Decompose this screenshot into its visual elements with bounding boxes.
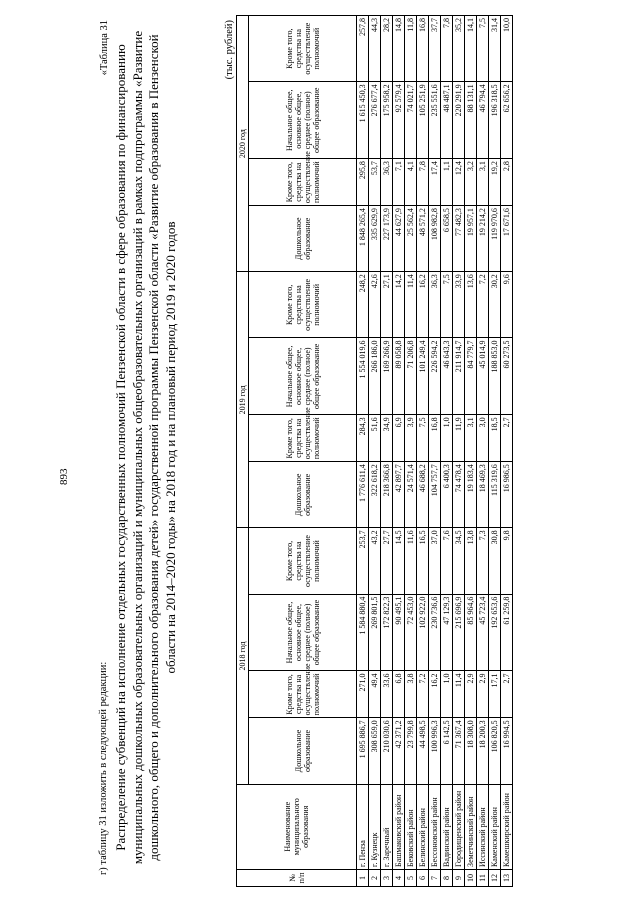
- value-cell: 89 058,8: [393, 338, 405, 415]
- table-body: [357, 16, 513, 887]
- value-cell: 7,2: [477, 272, 489, 338]
- value-cell: 19 214,2: [477, 206, 489, 272]
- header-extra-general-2018: Кроме того, средства на осуществление полномочий: [249, 528, 357, 594]
- value-cell: 11,9: [453, 415, 465, 462]
- intro-text: г) таблицу 31 изложить в следующей редакции:: [98, 661, 109, 875]
- value-cell: 48 487,1: [441, 82, 453, 159]
- value-cell: 28,2: [381, 16, 393, 82]
- value-cell: 42 371,2: [393, 718, 405, 784]
- row-number: 12: [489, 869, 501, 886]
- value-cell: 12,4: [453, 159, 465, 206]
- value-cell: 19 183,4: [465, 462, 477, 528]
- value-cell: 43,2: [369, 528, 381, 594]
- value-cell: 34,9: [381, 415, 393, 462]
- value-cell: 27,1: [381, 272, 393, 338]
- value-cell: 1,0: [441, 671, 453, 718]
- value-cell: 230 736,6: [429, 594, 441, 671]
- header-general-2020: Начальное общее, основное общее, среднее (полное) общее образование: [249, 82, 357, 159]
- value-cell: 14,1: [465, 16, 477, 82]
- value-cell: 60 273,5: [501, 338, 513, 415]
- value-cell: 16,5: [417, 528, 429, 594]
- value-cell: 16 994,5: [501, 718, 513, 784]
- value-cell: 115 319,6: [489, 462, 501, 528]
- value-cell: 14,8: [393, 16, 405, 82]
- value-cell: 16 986,5: [501, 462, 513, 528]
- value-cell: 62 656,2: [501, 82, 513, 159]
- header-year-2019: 2019 год: [237, 272, 249, 528]
- header-extra-general-2020: Кроме того, средства на осуществление полномочий: [249, 16, 357, 82]
- value-cell: 108 982,8: [429, 206, 441, 272]
- value-cell: 18 469,3: [477, 462, 489, 528]
- value-cell: 53,7: [369, 159, 381, 206]
- value-cell: 48 571,2: [417, 206, 429, 272]
- value-cell: 46 643,3: [441, 338, 453, 415]
- value-cell: 335 629,9: [369, 206, 381, 272]
- value-cell: 6,9: [393, 415, 405, 462]
- value-cell: 18,5: [489, 415, 501, 462]
- municipality-name: Земетчинский район: [465, 784, 477, 869]
- value-cell: 7,5: [417, 415, 429, 462]
- value-cell: 24 571,4: [405, 462, 417, 528]
- municipality-name: Бессоновский район: [429, 784, 441, 869]
- value-cell: 33,9: [453, 272, 465, 338]
- value-cell: 220 291,9: [453, 82, 465, 159]
- value-cell: 218 366,8: [381, 462, 393, 528]
- subvention-table: [236, 15, 513, 887]
- header-extra-preschool-2019: Кроме того, средства на осуществление полномочий: [249, 415, 357, 462]
- value-cell: 1,1: [441, 159, 453, 206]
- value-cell: 1 584 880,4: [357, 594, 369, 671]
- table-row: [501, 16, 513, 887]
- value-cell: 172 822,3: [381, 594, 393, 671]
- value-cell: 33,6: [381, 671, 393, 718]
- value-cell: 6 142,5: [441, 718, 453, 784]
- table-row: [405, 16, 417, 887]
- table-row: [417, 16, 429, 887]
- value-cell: 16,2: [417, 272, 429, 338]
- value-cell: 14,2: [393, 272, 405, 338]
- value-cell: 7,5: [441, 272, 453, 338]
- value-cell: 7,8: [441, 16, 453, 82]
- value-cell: 11,4: [405, 272, 417, 338]
- value-cell: 1,0: [441, 415, 453, 462]
- value-cell: 9,6: [501, 272, 513, 338]
- value-cell: 7,6: [441, 528, 453, 594]
- row-number: 11: [477, 869, 489, 886]
- value-cell: 1 695 886,7: [357, 718, 369, 784]
- value-cell: 1 554 019,6: [357, 338, 369, 415]
- value-cell: 7,8: [417, 159, 429, 206]
- value-cell: 16,8: [429, 415, 441, 462]
- value-cell: 90 495,1: [393, 594, 405, 671]
- municipality-name: Башмаковский район: [393, 784, 405, 869]
- row-number: 2: [369, 869, 381, 886]
- value-cell: 3,8: [405, 671, 417, 718]
- value-cell: 235 551,6: [429, 82, 441, 159]
- value-cell: 295,8: [357, 159, 369, 206]
- header-general-2019: Начальное общее, основное общее, среднее (полное) общее образование: [249, 338, 357, 415]
- value-cell: 2,9: [465, 671, 477, 718]
- value-cell: 2,9: [477, 671, 489, 718]
- value-cell: 46 688,2: [417, 462, 429, 528]
- value-cell: 25 562,4: [405, 206, 417, 272]
- table-row: [465, 16, 477, 887]
- municipality-name: Бековский район: [405, 784, 417, 869]
- header-extra-preschool-2020: Кроме того, средства на осуществление полномочий: [249, 159, 357, 206]
- value-cell: 2,7: [501, 415, 513, 462]
- value-cell: 19,2: [489, 159, 501, 206]
- value-cell: 3,9: [405, 415, 417, 462]
- row-number: 4: [393, 869, 405, 886]
- row-number: 10: [465, 869, 477, 886]
- table-row: [477, 16, 489, 887]
- value-cell: 34,5: [453, 528, 465, 594]
- value-cell: 10,0: [501, 16, 513, 82]
- value-cell: 31,4: [489, 16, 501, 82]
- value-cell: 71 367,4: [453, 718, 465, 784]
- value-cell: 18 308,0: [465, 718, 477, 784]
- value-cell: 77 482,3: [453, 206, 465, 272]
- value-cell: 45 014,9: [477, 338, 489, 415]
- value-cell: 210 030,6: [381, 718, 393, 784]
- value-cell: 37,0: [429, 528, 441, 594]
- municipality-name: Белинский район: [417, 784, 429, 869]
- value-cell: 1 776 611,4: [357, 462, 369, 528]
- value-cell: 42 897,7: [393, 462, 405, 528]
- value-cell: 72 453,0: [405, 594, 417, 671]
- value-cell: 14,5: [393, 528, 405, 594]
- value-cell: 308 659,0: [369, 718, 381, 784]
- value-cell: 266 186,0: [369, 338, 381, 415]
- value-cell: 253,7: [357, 528, 369, 594]
- value-cell: 188 853,0: [489, 338, 501, 415]
- value-cell: 3,0: [477, 415, 489, 462]
- header-municipality: Наименование муниципального образования: [237, 784, 357, 869]
- value-cell: 4,1: [405, 159, 417, 206]
- municipality-name: Городищенский район: [453, 784, 465, 869]
- header-extra-preschool-2018: Кроме того, средства на осуществление полномочий: [249, 671, 357, 718]
- value-cell: 61 259,8: [501, 594, 513, 671]
- value-cell: 7,2: [417, 671, 429, 718]
- value-cell: 23 799,8: [405, 718, 417, 784]
- value-cell: 226 594,2: [429, 338, 441, 415]
- value-cell: 46 794,4: [477, 82, 489, 159]
- value-cell: 119 970,6: [489, 206, 501, 272]
- value-cell: 17,4: [429, 159, 441, 206]
- row-number: 3: [381, 869, 393, 886]
- value-cell: 11,8: [405, 16, 417, 82]
- table-row: [381, 16, 393, 887]
- value-cell: 44 498,5: [417, 718, 429, 784]
- value-cell: 30,8: [489, 528, 501, 594]
- municipality-name: г. Кузнецк: [369, 784, 381, 869]
- municipality-name: Вадинский район: [441, 784, 453, 869]
- value-cell: 44,3: [369, 16, 381, 82]
- row-number: 8: [441, 869, 453, 886]
- value-cell: 192 653,6: [489, 594, 501, 671]
- value-cell: 27,7: [381, 528, 393, 594]
- value-cell: 248,2: [357, 272, 369, 338]
- value-cell: 215 696,9: [453, 594, 465, 671]
- table-row: [489, 16, 501, 887]
- value-cell: 6,8: [393, 671, 405, 718]
- value-cell: 2,7: [501, 671, 513, 718]
- municipality-name: Каменский район: [489, 784, 501, 869]
- table-row: [441, 16, 453, 887]
- value-cell: 175 958,2: [381, 82, 393, 159]
- value-cell: 13,6: [465, 272, 477, 338]
- value-cell: 88 131,1: [465, 82, 477, 159]
- value-cell: 45 723,4: [477, 594, 489, 671]
- value-cell: 284,3: [357, 415, 369, 462]
- header-number: № п/п: [237, 869, 357, 886]
- value-cell: 84 779,7: [465, 338, 477, 415]
- municipality-name: Иссинский район: [477, 784, 489, 869]
- row-number: 6: [417, 869, 429, 886]
- municipality-name: Камешкирский район: [501, 784, 513, 869]
- value-cell: 51,6: [369, 415, 381, 462]
- value-cell: 42,6: [369, 272, 381, 338]
- header-preschool-2019: Дошкольное образование: [249, 462, 357, 528]
- row-number: 9: [453, 869, 465, 886]
- value-cell: 257,8: [357, 16, 369, 82]
- value-cell: 16,8: [417, 16, 429, 82]
- value-cell: 74 021,7: [405, 82, 417, 159]
- header-preschool-2018: Дошкольное образование: [249, 718, 357, 784]
- row-number: 13: [501, 869, 513, 886]
- value-cell: 269 801,5: [369, 594, 381, 671]
- value-cell: 49,4: [369, 671, 381, 718]
- value-cell: 276 677,4: [369, 82, 381, 159]
- value-cell: 196 318,5: [489, 82, 501, 159]
- value-cell: 17 671,6: [501, 206, 513, 272]
- value-cell: 11,6: [405, 528, 417, 594]
- row-number: 1: [357, 869, 369, 886]
- row-number: 7: [429, 869, 441, 886]
- value-cell: 16,2: [429, 671, 441, 718]
- table-number: «Таблица 31: [99, 20, 110, 76]
- municipality-name: г. Пенза: [357, 784, 369, 869]
- header-year-2020: 2020 год: [237, 16, 249, 272]
- value-cell: 13,8: [465, 528, 477, 594]
- value-cell: 6 400,3: [441, 462, 453, 528]
- value-cell: 37,7: [429, 16, 441, 82]
- table-row: [357, 16, 369, 887]
- units-label: (тыс. рублей): [224, 20, 235, 80]
- value-cell: 11,4: [453, 671, 465, 718]
- value-cell: 19 957,1: [465, 206, 477, 272]
- value-cell: 71 206,8: [405, 338, 417, 415]
- page-number: 893: [58, 468, 70, 485]
- value-cell: 1 615 450,3: [357, 82, 369, 159]
- table-row: [369, 16, 381, 887]
- value-cell: 227 173,9: [381, 206, 393, 272]
- value-cell: 100 996,3: [429, 718, 441, 784]
- value-cell: 271,0: [357, 671, 369, 718]
- value-cell: 9,8: [501, 528, 513, 594]
- municipality-name: г. Заречный: [381, 784, 393, 869]
- value-cell: 7,1: [393, 159, 405, 206]
- value-cell: 101 249,4: [417, 338, 429, 415]
- value-cell: 17,1: [489, 671, 501, 718]
- header-year-2018: 2018 год: [237, 528, 249, 784]
- value-cell: 1 848 265,4: [357, 206, 369, 272]
- value-cell: 36,3: [429, 272, 441, 338]
- value-cell: 3,2: [465, 159, 477, 206]
- value-cell: 102 922,0: [417, 594, 429, 671]
- table-row: [453, 16, 465, 887]
- value-cell: 211 914,7: [453, 338, 465, 415]
- header-preschool-2020: Дошкольное образование: [249, 206, 357, 272]
- value-cell: 35,2: [453, 16, 465, 82]
- value-cell: 106 820,5: [489, 718, 501, 784]
- value-cell: 169 266,9: [381, 338, 393, 415]
- value-cell: 105 251,9: [417, 82, 429, 159]
- value-cell: 30,2: [489, 272, 501, 338]
- value-cell: 3,1: [477, 159, 489, 206]
- value-cell: 74 478,4: [453, 462, 465, 528]
- header-general-2018: Начальное общее, основное общее, среднее (полное) общее образование: [249, 594, 357, 671]
- table-row: [393, 16, 405, 887]
- value-cell: 6 658,5: [441, 206, 453, 272]
- header-extra-general-2019: Кроме того, средства на осуществление полномочий: [249, 272, 357, 338]
- value-cell: 7,3: [477, 528, 489, 594]
- value-cell: 2,8: [501, 159, 513, 206]
- value-cell: 3,1: [465, 415, 477, 462]
- row-number: 5: [405, 869, 417, 886]
- value-cell: 7,5: [477, 16, 489, 82]
- value-cell: 44 627,9: [393, 206, 405, 272]
- value-cell: 85 964,6: [465, 594, 477, 671]
- table-row: [429, 16, 441, 887]
- value-cell: 322 618,2: [369, 462, 381, 528]
- value-cell: 47 129,3: [441, 594, 453, 671]
- value-cell: 36,3: [381, 159, 393, 206]
- table-title: Распределение субвенций на исполнение отдельных государственных полномочий Пензенской области в сфере образования по финансированию муниципальных дошкольных образовательных организаций и муниципальных общеобразовательных организаций в рамках подпрограммы «Развитие дошкольного, общего и дополнительного образования детей» государственной программы Пензенской области «Развитие образования в Пензенской области на 2014–2020 годы» на 2018 год и на плановый период 2019 и 2020 годов: [113, 30, 178, 865]
- value-cell: 18 200,3: [477, 718, 489, 784]
- value-cell: 92 579,4: [393, 82, 405, 159]
- value-cell: 104 757,7: [429, 462, 441, 528]
